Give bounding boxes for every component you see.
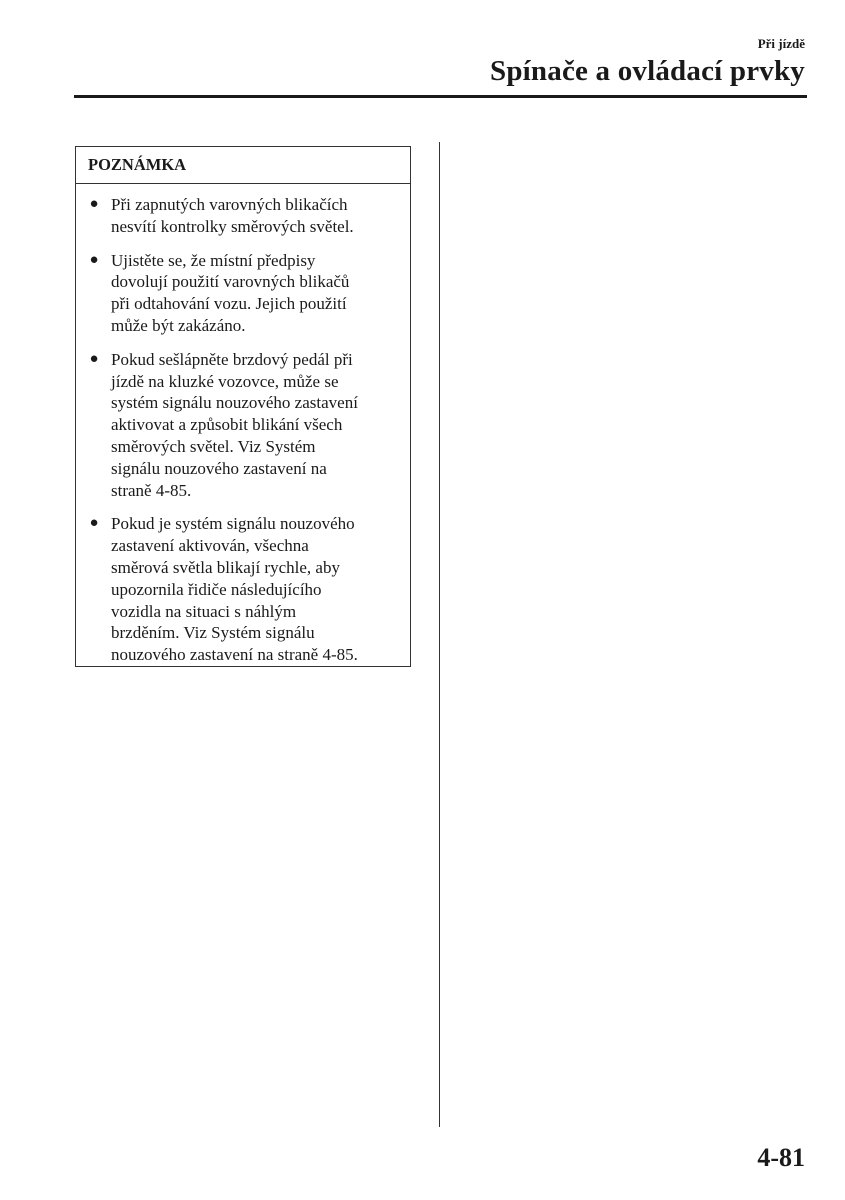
- header-rule: [74, 95, 807, 98]
- bullet-icon: ●: [89, 196, 99, 212]
- note-line: při odtahování vozu. Jejich použití: [111, 294, 347, 314]
- note-line: upozornila řidiče následujícího: [111, 579, 322, 599]
- note-line: směrových světel. Viz Systém: [111, 436, 316, 456]
- note-line: nesvítí kontrolky směrových světel.: [111, 216, 354, 236]
- bullet-icon: ●: [89, 350, 99, 367]
- note-line: systém signálu nouzového zastavení: [111, 393, 358, 413]
- bullet-icon: ●: [89, 251, 99, 268]
- note-heading: POZNÁMKA: [76, 147, 410, 184]
- column-divider: [439, 142, 440, 1127]
- note-list: [76, 184, 410, 666]
- note-line: jízdě na kluzké vozovce, může se: [111, 371, 339, 391]
- note-item: [88, 513, 402, 666]
- page-number: 4-81: [757, 1143, 805, 1172]
- note-item: [88, 250, 402, 337]
- note-box: [75, 146, 411, 667]
- note-line: nouzového zastavení na straně 4-85.: [111, 645, 358, 665]
- note-line: zastavení aktivován, všechna: [111, 536, 309, 556]
- note-line: Ujistěte se, že místní předpisy: [111, 250, 316, 270]
- note-line: může být zakázáno.: [111, 315, 246, 335]
- section-label: Při jízdě: [757, 36, 805, 51]
- note-line: směrová světla blikají rychle, aby: [111, 557, 340, 577]
- note-line: straně 4-85.: [111, 480, 192, 500]
- note-item: [88, 194, 402, 238]
- note-item: [88, 349, 402, 502]
- chapter-title: Spínače a ovládací prvky: [490, 55, 805, 87]
- note-line: Pokud sešlápněte brzdový pedál při: [111, 349, 353, 369]
- note-line: vozidla na situaci s náhlým: [111, 601, 297, 621]
- bullet-icon: ●: [89, 515, 99, 532]
- note-line: brzděním. Viz Systém signálu: [111, 623, 315, 643]
- note-line: dovolují použití varovných blikačů: [111, 272, 350, 292]
- note-line: Při zapnutých varovných blikačích: [111, 195, 348, 214]
- note-line: aktivovat a způsobit blikání všech: [111, 415, 343, 435]
- note-line: Pokud je systém signálu nouzového: [111, 514, 355, 534]
- note-line: signálu nouzového zastavení na: [111, 458, 327, 478]
